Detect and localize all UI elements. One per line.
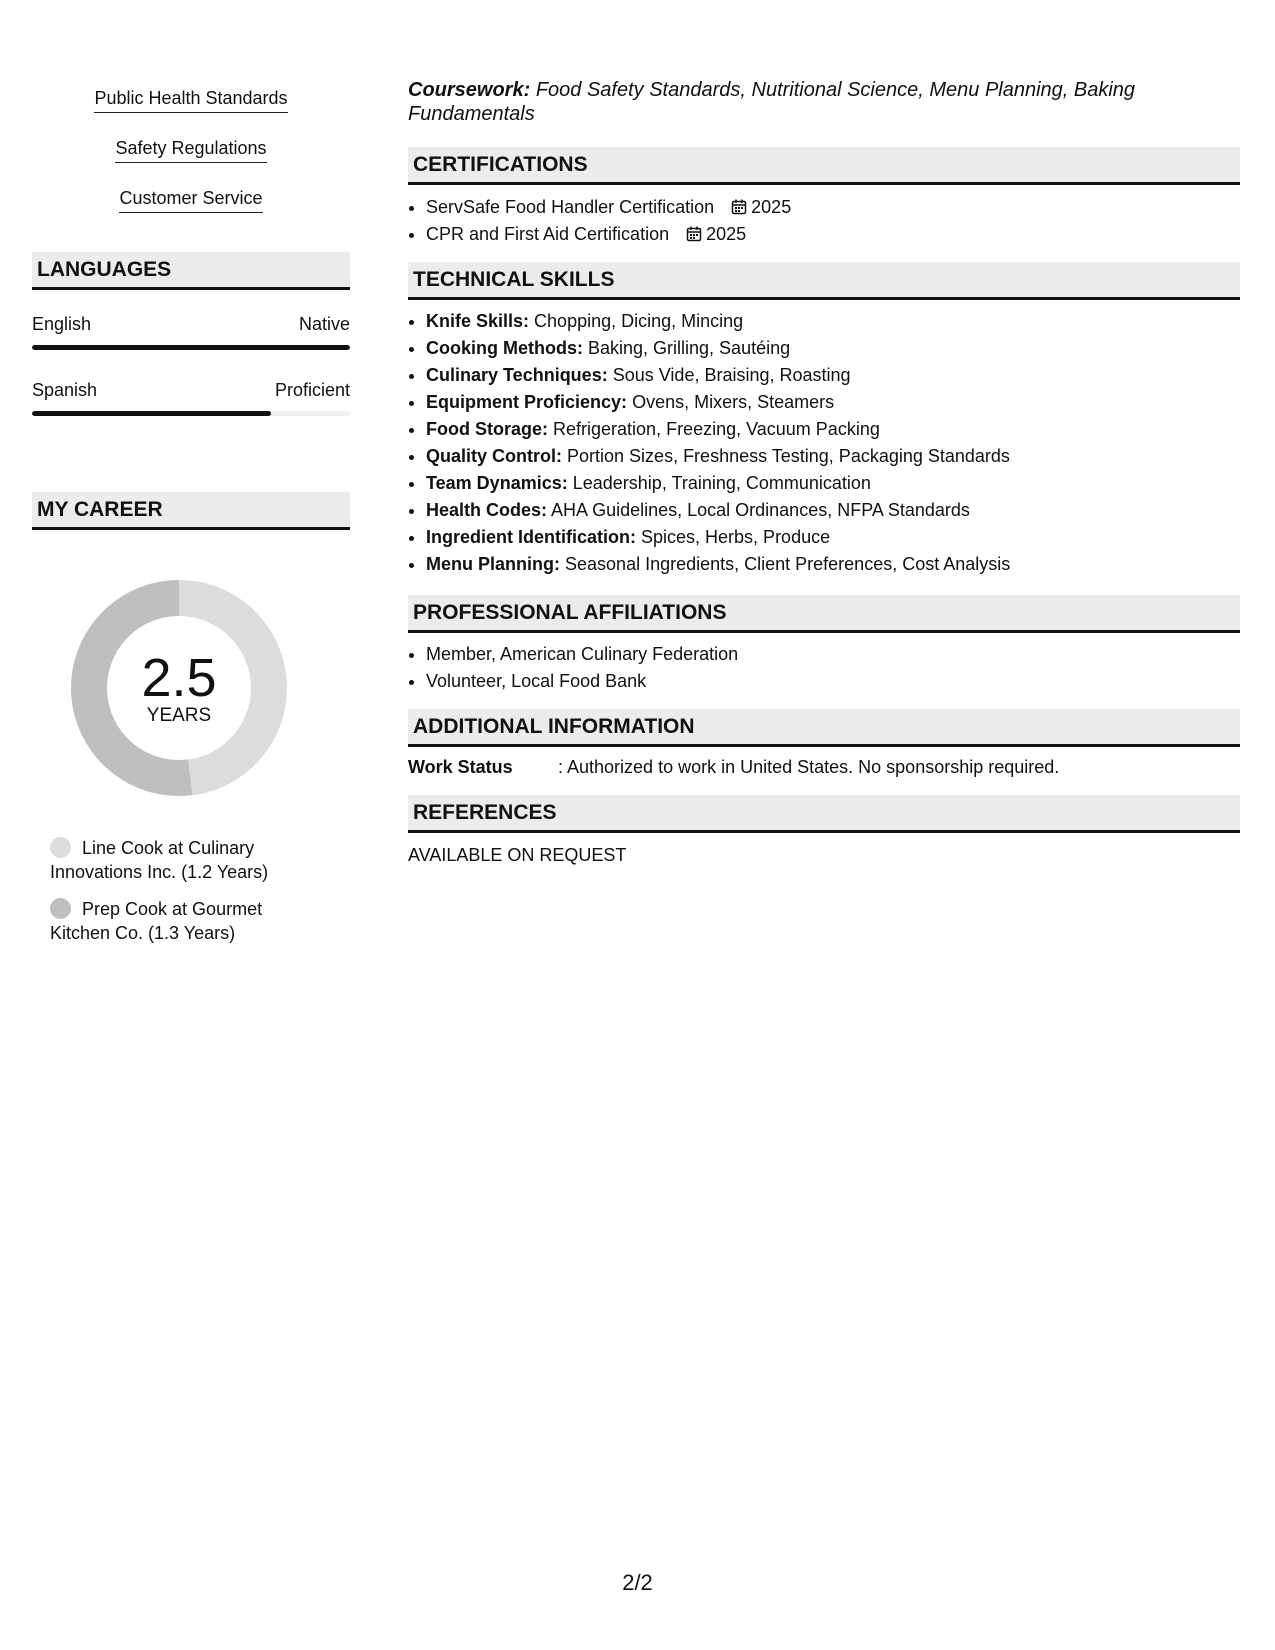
skill-category: Health Codes: xyxy=(426,500,548,520)
certification-name: CPR and First Aid Certification xyxy=(426,224,670,244)
skill-values: Ovens, Mixers, Steamers xyxy=(632,392,835,412)
career-legend xyxy=(50,836,290,945)
career-legend-label: Prep Cook at Gourmet Kitchen Co. (1.3 Years) xyxy=(50,899,263,943)
work-status-label: Work Status xyxy=(408,757,513,777)
calendar-icon xyxy=(731,199,747,215)
skill-category: Cooking Methods: xyxy=(426,338,583,358)
technical-skills-heading: TECHNICAL SKILLS xyxy=(408,262,1240,300)
skill-values: Spices, Herbs, Produce xyxy=(641,527,831,547)
calendar-icon xyxy=(686,226,702,242)
affiliations-heading: PROFESSIONAL AFFILIATIONS xyxy=(408,595,1240,633)
certification-item xyxy=(426,221,1240,248)
skill-values: Leadership, Training, Communication xyxy=(572,473,871,493)
sidebar xyxy=(32,78,350,958)
skill-category: Ingredient Identification: xyxy=(426,527,636,547)
skill-category: Quality Control: xyxy=(426,446,562,466)
language-bar xyxy=(32,345,350,350)
language-bar xyxy=(32,411,350,416)
technical-skill-item xyxy=(426,497,1240,524)
technical-skill-item xyxy=(426,470,1240,497)
technical-skill-item xyxy=(426,443,1240,470)
certification-year: 2025 xyxy=(751,197,792,217)
career-legend-item xyxy=(50,897,290,945)
technical-skill-item xyxy=(426,551,1240,578)
main-content xyxy=(408,78,1240,867)
skill-category: Knife Skills: xyxy=(426,311,530,331)
language-item xyxy=(32,312,350,350)
skill-category: Menu Planning: xyxy=(426,554,560,574)
skill-values: AHA Guidelines, Local Ordinances, NFPA Standards xyxy=(551,500,970,520)
technical-skill-item xyxy=(426,308,1240,335)
career-unit: YEARS xyxy=(146,705,212,726)
skill-values: Refrigeration, Freezing, Vacuum Packing xyxy=(553,419,880,439)
language-name: English xyxy=(32,314,92,334)
coursework-text: Food Safety Standards, Nutritional Science, Menu Planning, Baking Fundamentals xyxy=(408,79,1136,125)
certification-item xyxy=(426,194,1240,221)
language-bar-fill xyxy=(32,411,271,416)
certifications-list xyxy=(408,194,1240,248)
technical-skill-item xyxy=(426,389,1240,416)
work-status-row xyxy=(408,755,1240,779)
skill-category: Culinary Techniques: xyxy=(426,365,608,385)
skill-tag: Public Health Standards xyxy=(94,86,287,113)
affiliations-list xyxy=(408,641,1240,695)
career-legend-label: Line Cook at Culinary Innovations Inc. (1.2 Years) xyxy=(50,838,269,882)
additional-info-heading: ADDITIONAL INFORMATION xyxy=(408,709,1240,747)
skill-tags xyxy=(32,78,350,228)
affiliation-item: • Volunteer, Local Food Bank xyxy=(426,668,1240,695)
coursework-label: Coursework: xyxy=(408,79,531,101)
career-total: 2.5 xyxy=(141,648,217,708)
languages-heading: LANGUAGES xyxy=(32,252,350,290)
career-legend-item xyxy=(50,836,290,884)
technical-skills-list xyxy=(408,308,1240,578)
career-donut-chart xyxy=(65,574,293,802)
work-status-value: : Authorized to work in United States. No sponsorship required. xyxy=(558,757,1060,777)
skill-values: Seasonal Ingredients, Client Preferences, Cost Analysis xyxy=(565,554,1011,574)
skill-category: Food Storage: xyxy=(426,419,548,439)
skill-values: Portion Sizes, Freshness Testing, Packaging Standards xyxy=(567,446,1010,466)
references-text: AVAILABLE ON REQUEST xyxy=(408,845,627,865)
legend-dot-icon xyxy=(50,837,71,858)
affiliation-item: • Member, American Culinary Federation xyxy=(426,641,1240,668)
skill-values: Baking, Grilling, Sautéing xyxy=(588,338,791,358)
certifications-heading: CERTIFICATIONS xyxy=(408,147,1240,185)
technical-skill-item xyxy=(426,524,1240,551)
technical-skill-item xyxy=(426,335,1240,362)
skill-category: Team Dynamics: xyxy=(426,473,568,493)
legend-dot-icon xyxy=(50,898,71,919)
skill-values: Chopping, Dicing, Mincing xyxy=(534,311,744,331)
language-item xyxy=(32,378,350,416)
coursework xyxy=(408,78,1240,126)
references-heading: REFERENCES xyxy=(408,795,1240,833)
language-name: Spanish xyxy=(32,380,98,400)
skill-tag: Safety Regulations xyxy=(115,136,266,163)
language-level: Native xyxy=(298,314,350,334)
technical-skill-item xyxy=(426,416,1240,443)
certification-name: ServSafe Food Handler Certification xyxy=(426,197,715,217)
skill-category: Equipment Proficiency: xyxy=(426,392,628,412)
page-number: 2/2 xyxy=(622,1570,653,1595)
career-heading: MY CAREER xyxy=(32,492,350,530)
certification-year: 2025 xyxy=(706,224,747,244)
technical-skill-item xyxy=(426,362,1240,389)
language-level: Proficient xyxy=(274,380,350,400)
skill-values: Sous Vide, Braising, Roasting xyxy=(612,365,851,385)
language-bar-fill xyxy=(32,345,350,350)
skill-tag: Customer Service xyxy=(119,186,262,213)
